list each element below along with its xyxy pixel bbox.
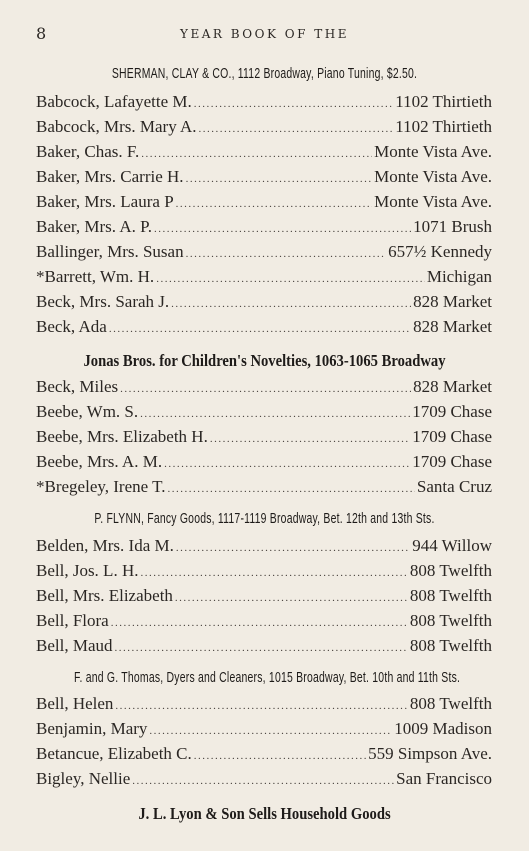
- entry-address: 1071 Brush: [413, 217, 492, 236]
- entry-address: 1709 Chase: [412, 402, 492, 421]
- entry-name: Bell, Mrs. Elizabeth: [36, 586, 173, 605]
- entry-address: 1102 Thirtieth: [395, 117, 492, 136]
- entry-address: 1709 Chase: [412, 427, 492, 446]
- dot-leader: [186, 248, 387, 260]
- entry-name: Babcock, Mrs. Mary A.: [36, 117, 197, 136]
- directory-entry: [36, 142, 492, 166]
- dot-leader: [199, 123, 394, 135]
- directory-entry: [36, 242, 492, 266]
- directory-entry: [36, 452, 492, 476]
- entry-name: Beck, Mrs. Sarah J.: [36, 292, 170, 311]
- entry-address: 1102 Thirtieth: [395, 92, 492, 111]
- dot-leader: [194, 750, 366, 762]
- entry-address: 808 Twelfth: [409, 694, 492, 713]
- entry-address: Monte Vista Ave.: [374, 142, 492, 161]
- dot-leader: [115, 700, 408, 712]
- directory-entry: [36, 769, 492, 793]
- directory-entry: [36, 217, 492, 241]
- directory-entry: [36, 292, 492, 316]
- dot-leader: [167, 483, 414, 495]
- directory-entry: [36, 167, 492, 191]
- directory-entry: [36, 611, 492, 635]
- entry-name: Benjamin, Mary: [36, 719, 148, 738]
- entry-address: 559 Simpson Ave.: [368, 744, 492, 763]
- entry-address: San Francisco: [396, 769, 492, 788]
- dot-leader: [175, 592, 408, 604]
- directory-entry: [36, 536, 492, 560]
- directory-entry: [36, 561, 492, 585]
- entry-address: 808 Twelfth: [409, 611, 492, 630]
- entry-address: 808 Twelfth: [409, 586, 492, 605]
- entry-address: 1009 Madison: [394, 719, 492, 738]
- directory-entry: [36, 402, 492, 426]
- entry-address: 828 Market: [413, 292, 492, 311]
- dot-leader: [109, 323, 411, 335]
- directory-entry: [36, 744, 492, 768]
- dot-leader: [186, 173, 373, 185]
- entry-name: Beck, Ada: [36, 317, 107, 336]
- entry-name: Bell, Jos. L. H.: [36, 561, 139, 580]
- dot-leader: [115, 642, 408, 654]
- entry-name: *Barrett, Wm. H.: [36, 267, 155, 286]
- dot-leader: [132, 775, 394, 787]
- entry-name: Beebe, Mrs. A. M.: [36, 452, 163, 471]
- entry-address: 944 Willow: [412, 536, 492, 555]
- entry-address: Santa Cruz: [416, 477, 492, 496]
- directory-entry: [36, 694, 492, 718]
- entry-name: Ballinger, Mrs. Susan: [36, 242, 184, 261]
- advertisement-line: J. L. Lyon & Son Sells Household Goods: [138, 804, 391, 823]
- entry-name: *Bregeley, Irene T.: [36, 477, 166, 496]
- entry-name: Belden, Mrs. Ida M.: [36, 536, 174, 555]
- entry-name: Beebe, Mrs. Elizabeth H.: [36, 427, 208, 446]
- dot-leader: [171, 298, 411, 310]
- directory-entry: [36, 586, 492, 610]
- entry-name: Betancue, Elizabeth C.: [36, 744, 192, 763]
- directory-entry: [36, 377, 492, 401]
- entry-name: Baker, Mrs. A. P.: [36, 217, 152, 236]
- entry-address: 808 Twelfth: [409, 636, 492, 655]
- page-header: [0, 24, 529, 44]
- dot-leader: [154, 223, 411, 235]
- dot-leader: [141, 148, 372, 160]
- directory-entry: [36, 427, 492, 451]
- entry-name: Baker, Mrs. Carrie H.: [36, 167, 184, 186]
- dot-leader: [120, 383, 411, 395]
- directory-entry: [36, 267, 492, 291]
- directory-entry: [36, 92, 492, 116]
- advertisement-line: P. FLYNN, Fancy Goods, 1117-1119 Broadway, Bet. 12th and 13th Sts.: [94, 511, 435, 527]
- entry-name: Beck, Miles: [36, 377, 119, 396]
- dot-leader: [140, 408, 410, 420]
- dot-leader: [149, 725, 392, 737]
- dot-leader: [176, 542, 410, 554]
- entry-address: 1709 Chase: [412, 452, 492, 471]
- dot-leader: [176, 198, 373, 210]
- directory-entry: [36, 719, 492, 743]
- directory-entry: [36, 477, 492, 501]
- directory-entry: [36, 636, 492, 660]
- dot-leader: [210, 433, 410, 445]
- entry-name: Babcock, Lafayette M.: [36, 92, 192, 111]
- entry-address: 808 Twelfth: [409, 561, 492, 580]
- directory-entry: [36, 117, 492, 141]
- dot-leader: [194, 98, 393, 110]
- dot-leader: [164, 458, 410, 470]
- entry-address: Michigan: [426, 267, 492, 286]
- entry-address: 828 Market: [413, 317, 492, 336]
- entry-address: Monte Vista Ave.: [374, 192, 492, 211]
- entry-name: Bell, Maud: [36, 636, 113, 655]
- entry-name: Baker, Chas. F.: [36, 142, 140, 161]
- entry-name: Baker, Mrs. Laura P: [36, 192, 174, 211]
- entry-address: 828 Market: [413, 377, 492, 396]
- entry-name: Bigley, Nellie: [36, 769, 131, 788]
- advertisement-line: F. and G. Thomas, Dyers and Cleaners, 1015 Broadway, Bet. 10th and 11th Sts.: [74, 670, 461, 686]
- dot-leader: [156, 273, 425, 285]
- entry-name: Bell, Helen: [36, 694, 114, 713]
- entry-name: Beebe, Wm. S.: [36, 402, 139, 421]
- entry-address: Monte Vista Ave.: [374, 167, 492, 186]
- page-number: 8: [36, 24, 47, 43]
- directory-entry: [36, 192, 492, 216]
- advertisement-line: SHERMAN, CLAY & CO., 1112 Broadway, Piano Tuning, $2.50.: [111, 66, 418, 82]
- entry-name: Bell, Flora: [36, 611, 109, 630]
- directory-entry: [36, 317, 492, 341]
- entry-address: 657½ Kennedy: [388, 242, 492, 261]
- dot-leader: [111, 617, 408, 629]
- dot-leader: [140, 567, 407, 579]
- running-head: YEAR BOOK OF THE: [180, 27, 349, 41]
- advertisement-line: Jonas Bros. for Children's Novelties, 1063-1065 Broadway: [83, 351, 446, 370]
